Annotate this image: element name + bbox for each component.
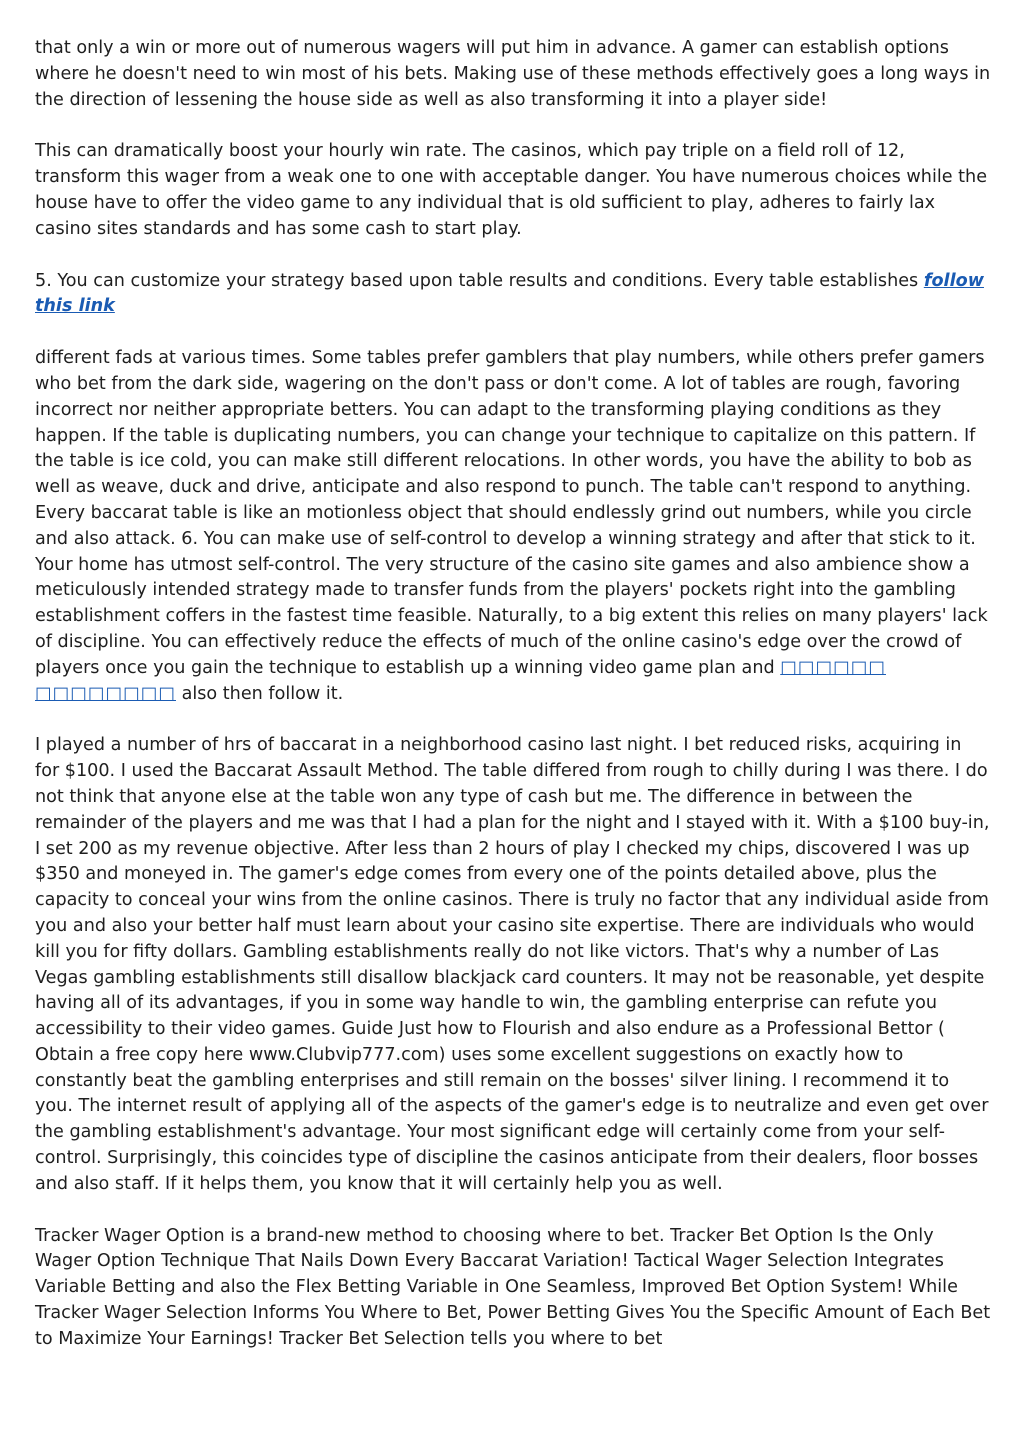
document-body bbox=[35, 36, 991, 1379]
paragraph-1-text: that only a win or more out of numerous wagers will put him in advance. A gamer can establish options where he doesn't need to win most of his bets. Making use of these methods effectively goes a long ways in the direction of lessening the house side as well as also transforming it into a player side! bbox=[35, 38, 991, 110]
paragraph-4 bbox=[35, 346, 991, 707]
paragraph-5-text: I played a number of hrs of baccarat in a neighborhood casino last night. I bet reduced risks, acquiring in for $100. I used the Baccarat Assault Method. The table differed from rough to chilly during I was there. I do not think that anyone else at the table won any type of cash but me. The difference in between the remainder of the players and me was that I had a plan for the night and I stayed with it. With a $100 buy-in, I set 200 as my revenue objective. After less than 2 hours of play I checked my chips, discovered I was up $350 and moneyed in. The gamer's edge comes from every one of the points detailed above, plus the capacity to conceal your wins from the online casinos. There is truly no factor that any individual aside from you and also your better half must learn about your casino site expertise. There are individuals who would kill you for fifty dollars. Gambling establishments really do not like victors. That's why a number of Las Vegas gambling establishments still disallow blackjack card counters. It may not be reasonable, yet despite having all of its advantages, if you in some way handle to win, the gambling enterprise can refute you accessibility to their video games. Guide Just how to Flourish and also endure as a Professional Bettor ( Obtain a free copy here www.Clubvip777.com) uses some excellent suggestions on exactly how to constantly beat the gambling enterprises and still remain on the bosses' silver lining. I recommend it to you. The internet result of applying all of the aspects of the gamer's edge is to neutralize and even get over the gambling establishment's advantage. Your most significant edge will certainly come from your self-control. Surprisingly, this coincides type of discipline the casinos anticipate from their dealers, floor bosses and also staff. If it helps them, you know that it will certainly help you as well. bbox=[35, 735, 990, 1194]
paragraph-3-text: 5. You can customize your strategy based upon table results and conditions. Every table establishes bbox=[35, 270, 924, 291]
paragraph-5 bbox=[35, 733, 991, 1197]
paragraph-4-text: different fads at various times. Some tables prefer gamblers that play numbers, while others prefer gamers who bet from the dark side, wagering on the don't pass or don't come. A lot of tables are rough, favoring incorrect nor neither appropriate betters. You can adapt to the transforming playing conditions as they happen. If the table is duplicating numbers, you can change your technique to capitalize on this pattern. If the table is ice cold, you can make still different relocations. In other words, you have the ability to bob as well as weave, duck and drive, anticipate and also respond to punch. The table can't respond to anything. Every baccarat table is like an motionless object that should endlessly grind out numbers, while you circle and also attack. 6. You can make use of self-control to develop a winning strategy and after that stick to it. Your home has utmost self-control. The very structure of the casino site games and also ambience show a meticulously intended strategy made to transfer funds from the players' pockets right into the gambling establishment coffers in the fastest time feasible. Naturally, to a big extent this relies on many players' lack of discipline. You can effectively reduce the effects of much of the online casino's edge over the crowd of players once you gain the technique to establish up a winning video game plan and bbox=[35, 348, 988, 678]
paragraph-3 bbox=[35, 269, 991, 321]
follow-this-link[interactable]: follow this link bbox=[35, 270, 984, 317]
unrendered-text-link[interactable]: □□□□□□ □□□□□□□□ bbox=[35, 657, 886, 704]
paragraph-6-text: Tracker Wager Option is a brand-new method to choosing where to bet. Tracker Bet Option Is the Only Wager Option Technique That Nails Down Every Baccarat Variation! Tactical Wager Selection Integrates Variable Betting and also the Flex Betting Variable in One Seamless, Improved Bet Option System! While Tracker Wager Selection Informs You Where to Bet, Power Betting Gives You the Specific Amount of Each Bet to Maximize Your Earnings! Tracker Bet Selection tells you where to bet bbox=[35, 1225, 991, 1349]
paragraph-4-text-after: also then follow it. bbox=[175, 683, 344, 704]
paragraph-1 bbox=[35, 36, 991, 113]
paragraph-2-text: This can dramatically boost your hourly win rate. The casinos, which pay triple on a field roll of 12, transform this wager from a weak one to one with acceptable danger. You have numerous choices while the house have to offer the video game to any individual that is old sufficient to play, adheres to fairly lax casino sites standards and has some cash to start play. bbox=[35, 141, 988, 239]
paragraph-6 bbox=[35, 1224, 991, 1353]
paragraph-2 bbox=[35, 139, 991, 242]
